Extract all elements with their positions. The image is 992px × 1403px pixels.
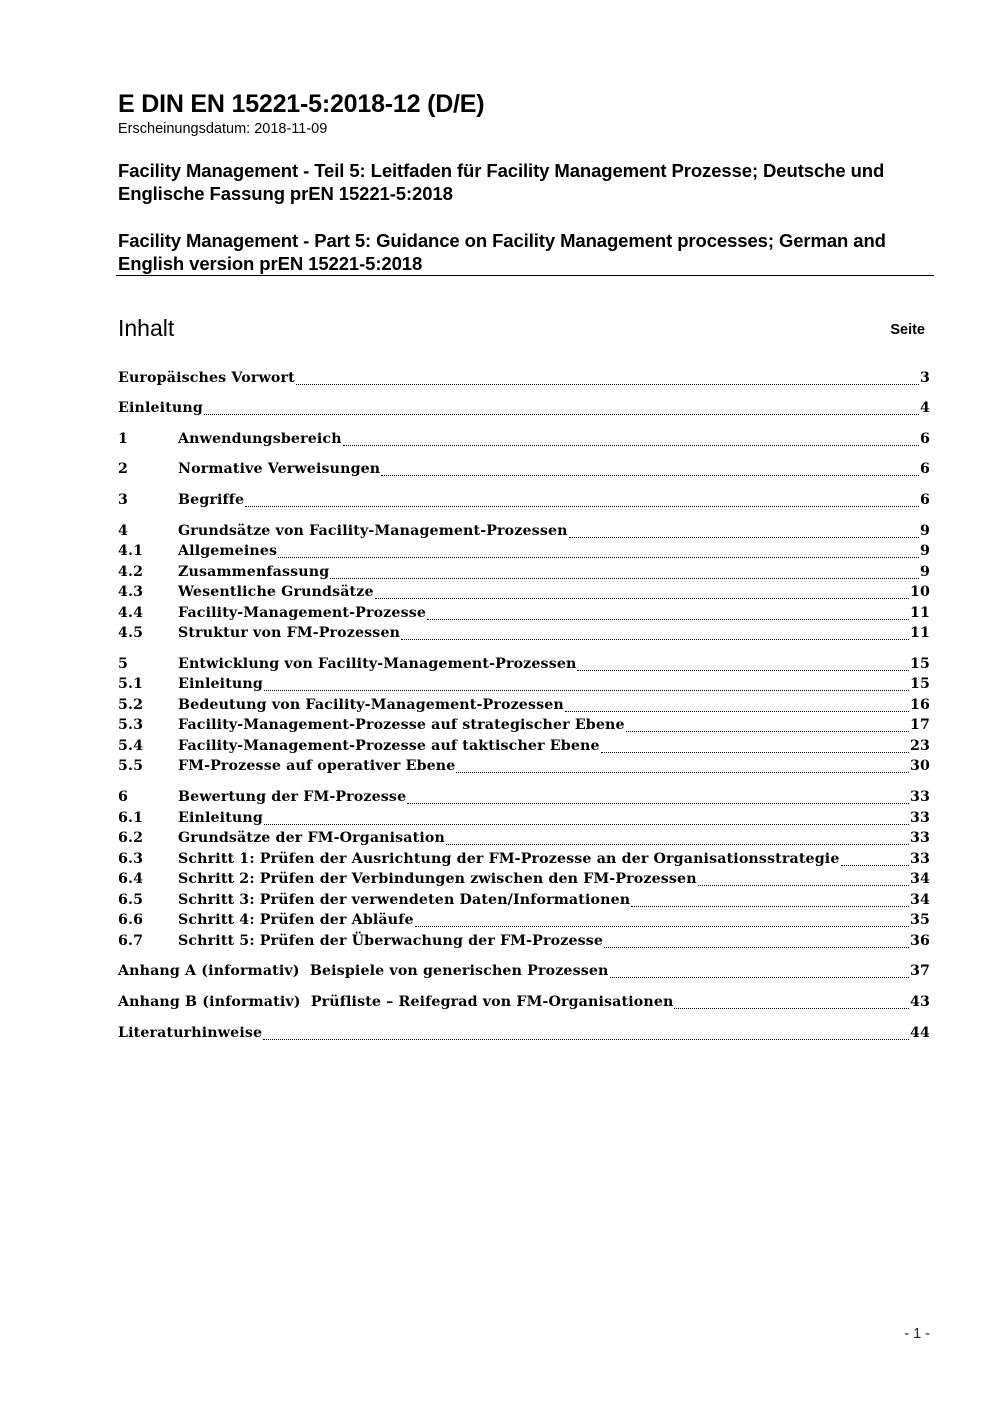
toc-entry-page: 11 [909, 625, 930, 641]
page-number: - 1 - [904, 1326, 930, 1342]
toc-dot-leader [343, 445, 919, 446]
toc-entry-number: 5.4 [118, 738, 144, 754]
toc-dot-leader [631, 906, 909, 907]
toc-dot-leader [456, 772, 909, 773]
toc-entry-page: 33 [909, 830, 930, 846]
toc-dot-leader [415, 926, 909, 927]
toc-entry-number: 1 [118, 431, 129, 447]
toc-entry-number: 6.4 [118, 871, 144, 887]
toc-entry-title: Zusammenfassung [178, 564, 330, 580]
toc-dot-leader [264, 690, 909, 691]
toc-dot-leader [674, 1008, 908, 1009]
toc-entry-page: 3 [919, 370, 930, 386]
toc-entry-number: 5.1 [118, 676, 144, 692]
toc-entry-page: 33 [909, 789, 930, 805]
toc-entry-number: 6.2 [118, 830, 144, 846]
header-divider [116, 275, 934, 276]
toc-entry-page: 15 [909, 676, 930, 692]
toc-entry-page: 43 [909, 994, 930, 1010]
toc-entry[interactable] [118, 461, 930, 481]
toc-entry-title: Einleitung [178, 810, 263, 826]
toc-entry-page: 33 [909, 810, 930, 826]
toc-entry[interactable] [118, 994, 930, 1014]
toc-entry[interactable] [118, 871, 930, 891]
toc-entry-number: 5 [118, 656, 129, 672]
toc-entry-title: FM-Prozesse auf operativer Ebene [178, 758, 456, 774]
toc-entry[interactable] [118, 851, 930, 871]
toc-dot-leader [626, 731, 909, 732]
document-title: E DIN EN 15221-5:2018-12 (D/E) [118, 90, 485, 118]
subtitle-german: Facility Management - Teil 5: Leitfaden für Facility Management Prozesse; Deutsche und Englische Fassung prEN 15221-5:2018 [118, 160, 885, 204]
toc-entry[interactable] [118, 789, 930, 809]
toc-entry-page: 44 [909, 1025, 930, 1041]
toc-dot-leader [296, 384, 919, 385]
toc-entry-page: 36 [909, 933, 930, 949]
toc-entry-page: 10 [909, 584, 930, 600]
toc-entry-title: Facility-Management-Prozesse [178, 605, 427, 621]
toc-entry-title: Literaturhinweise [118, 1025, 263, 1041]
toc-dot-leader [565, 711, 909, 712]
toc-entry-number: 5.2 [118, 697, 144, 713]
toc-entry-title: Struktur von FM-Prozessen [178, 625, 401, 641]
toc-entry-number: 4.4 [118, 605, 144, 621]
toc-entry-title: Normative Verweisungen [178, 461, 381, 477]
toc-dot-leader [446, 844, 909, 845]
toc-entry-page: 6 [919, 492, 930, 508]
toc-entry-title: Facility-Management-Prozesse auf taktischer Ebene [178, 738, 600, 754]
toc-dot-leader [698, 885, 909, 886]
toc-entry-number: 4 [118, 523, 129, 539]
toc-entry-page: 6 [919, 431, 930, 447]
toc-dot-leader [204, 414, 919, 415]
toc-entry[interactable] [118, 697, 930, 717]
toc-entry-title: Anwendungsbereich [178, 431, 342, 447]
toc-entry[interactable] [118, 963, 930, 983]
toc-entry-title: Bedeutung von Facility-Management-Prozessen [178, 697, 564, 713]
toc-entry-title: Grundsätze der FM-Organisation [178, 830, 445, 846]
toc-entry[interactable] [118, 605, 930, 625]
toc-entry-page: 33 [909, 851, 930, 867]
toc-entry-title: Bewertung der FM-Prozesse [178, 789, 407, 805]
toc-entry-title: Einleitung [178, 676, 263, 692]
toc-entry-title: Anhang B (informativ) Prüfliste – Reifegrad von FM-Organisationen [118, 994, 674, 1010]
toc-entry[interactable] [118, 912, 930, 932]
toc-entry-number: 6.6 [118, 912, 144, 928]
toc-entry[interactable] [118, 584, 930, 604]
toc-entry[interactable] [118, 370, 930, 390]
toc-entry-number: 5.5 [118, 758, 144, 774]
toc-dot-leader [264, 824, 909, 825]
toc-dot-leader [407, 803, 909, 804]
toc-entry-page: 9 [919, 564, 930, 580]
toc-entry-number: 4.3 [118, 584, 144, 600]
toc-entry-page: 30 [909, 758, 930, 774]
toc-dot-leader [263, 1039, 909, 1040]
toc-entry-title: Entwicklung von Facility-Management-Prozessen [178, 656, 577, 672]
toc-entry-number: 6.1 [118, 810, 144, 826]
toc-entry[interactable] [118, 933, 930, 953]
toc-entry-title: Europäisches Vorwort [118, 370, 295, 386]
toc-entry[interactable] [118, 523, 930, 543]
toc-dot-leader [278, 557, 919, 558]
toc-entry-page: 23 [909, 738, 930, 754]
toc-entry[interactable] [118, 738, 930, 758]
toc-entry-page: 11 [909, 605, 930, 621]
toc-heading: Inhalt [118, 315, 175, 341]
toc-entry[interactable] [118, 564, 930, 584]
toc-entry-title: Schritt 1: Prüfen der Ausrichtung der FM-Prozesse an der Organisationsstrategie [178, 851, 840, 867]
toc-entry[interactable] [118, 830, 930, 850]
toc-entry-page: 4 [919, 400, 930, 416]
toc-entry[interactable] [118, 400, 930, 420]
toc-entry-page: 16 [909, 697, 930, 713]
toc-entry[interactable] [118, 431, 930, 451]
toc-dot-leader [610, 977, 909, 978]
toc-entry-title: Wesentliche Grundsätze [178, 584, 374, 600]
toc-entry-number: 4.2 [118, 564, 144, 580]
toc-dot-leader [427, 619, 909, 620]
toc-dot-leader [245, 506, 919, 507]
toc-entry[interactable] [118, 656, 930, 676]
toc-entry-title: Schritt 3: Prüfen der verwendeten Daten/Informationen [178, 892, 631, 908]
toc-entry-number: 6.7 [118, 933, 144, 949]
toc-entry-title: Begriffe [178, 492, 245, 508]
toc-entry-number: 5.3 [118, 717, 144, 733]
toc-entry-title: Schritt 2: Prüfen der Verbindungen zwischen den FM-Prozessen [178, 871, 697, 887]
toc-entry-title: Anhang A (informativ) Beispiele von generischen Prozessen [118, 963, 609, 979]
toc-entry-number: 6.5 [118, 892, 144, 908]
publication-date: Erscheinungsdatum: 2018-11-09 [118, 121, 328, 137]
toc-entry-number: 2 [118, 461, 129, 477]
toc-entry-page: 34 [909, 871, 930, 887]
toc-dot-leader [841, 865, 909, 866]
toc-entry-number: 6 [118, 789, 129, 805]
toc-entry-page: 17 [909, 717, 930, 733]
toc-entry-page: 34 [909, 892, 930, 908]
toc-entry[interactable] [118, 676, 930, 696]
toc-dot-leader [381, 475, 919, 476]
toc-entry-page: 9 [919, 543, 930, 559]
toc-entry-number: 3 [118, 492, 129, 508]
toc-dot-leader [401, 639, 909, 640]
toc-entry[interactable] [118, 810, 930, 830]
toc-entry-page: 35 [909, 912, 930, 928]
toc-entry[interactable] [118, 625, 930, 645]
toc-entry-title: Facility-Management-Prozesse auf strategischer Ebene [178, 717, 625, 733]
toc-entry-number: 4.5 [118, 625, 144, 641]
toc-entry[interactable] [118, 892, 930, 912]
toc-entry-title: Allgemeines [178, 543, 278, 559]
toc-entry[interactable] [118, 717, 930, 737]
toc-dot-leader [601, 752, 909, 753]
toc-entry[interactable] [118, 758, 930, 778]
toc-entry-page: 37 [909, 963, 930, 979]
toc-entry-page: 9 [919, 523, 930, 539]
toc-entry[interactable] [118, 492, 930, 512]
toc-dot-leader [604, 947, 909, 948]
toc-entry[interactable] [118, 1025, 930, 1045]
toc-dot-leader [330, 578, 919, 579]
toc-entry-page: 6 [919, 461, 930, 477]
toc-entry[interactable] [118, 543, 930, 563]
toc-dot-leader [577, 670, 908, 671]
toc-entry-page: 15 [909, 656, 930, 672]
subtitle-english: Facility Management - Part 5: Guidance on Facility Management processes; German and English version prEN 15221-5:2018 [118, 230, 886, 274]
toc-entry-title: Grundsätze von Facility-Management-Prozessen [178, 523, 568, 539]
toc-entry-number: 4.1 [118, 543, 144, 559]
toc-entry-number: 6.3 [118, 851, 144, 867]
toc-dot-leader [569, 537, 919, 538]
toc-entry-title: Schritt 5: Prüfen der Überwachung der FM-Prozesse [178, 933, 604, 949]
toc-entry-title: Schritt 4: Prüfen der Abläufe [178, 912, 414, 928]
toc-page-column-label: Seite [890, 322, 925, 338]
toc-entry-title: Einleitung [118, 400, 203, 416]
toc-dot-leader [375, 598, 909, 599]
